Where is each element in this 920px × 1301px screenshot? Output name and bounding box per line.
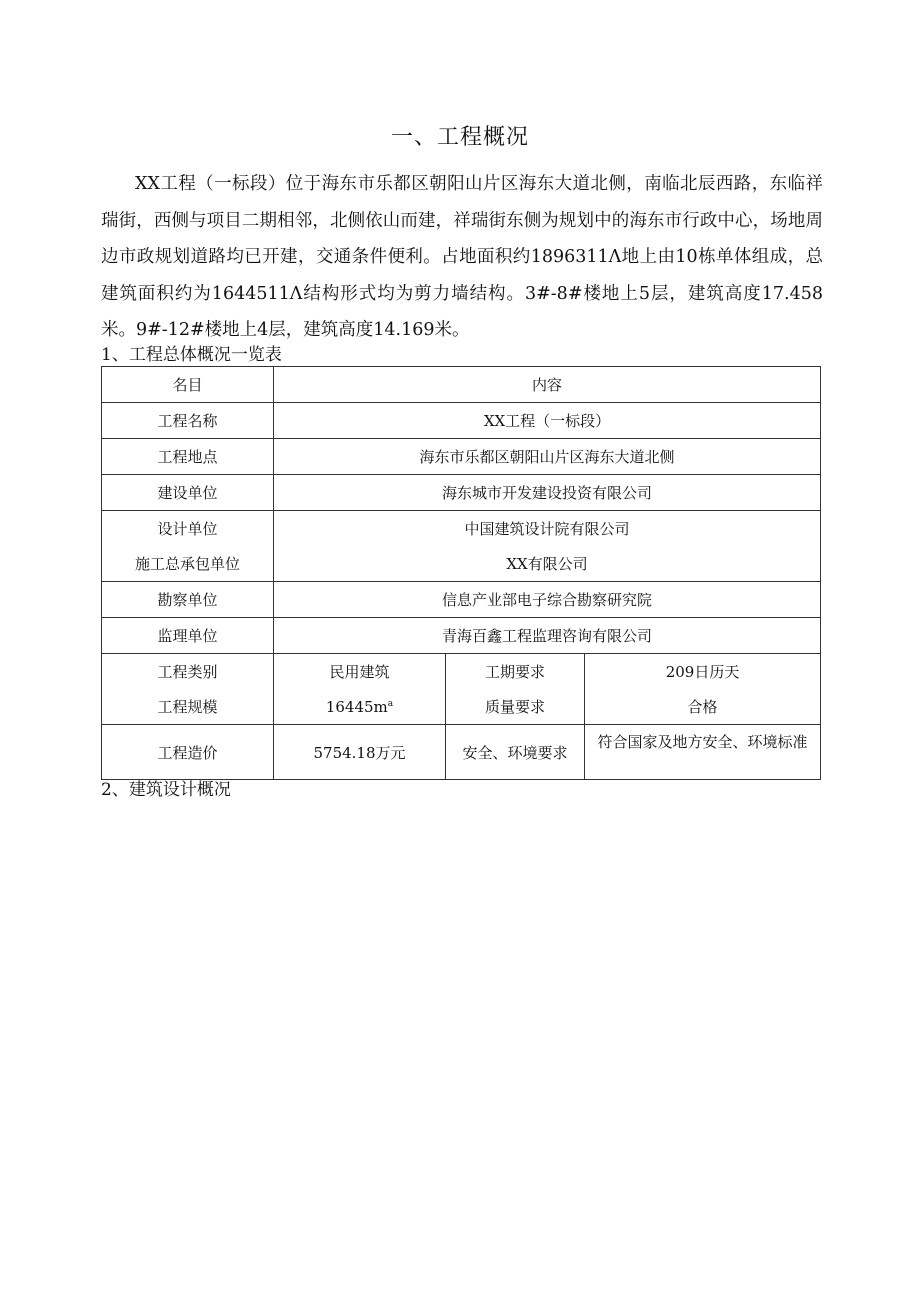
category-value: 民用建筑 xyxy=(274,654,446,690)
row-label: 工程地点 xyxy=(102,439,274,475)
quality-value: 合格 xyxy=(585,689,821,725)
section-heading-overview-table: 1、工程总体概况一览表 xyxy=(101,345,282,365)
row-value: 青海百鑫工程监理咨询有限公司 xyxy=(274,618,821,654)
table-row xyxy=(102,618,821,654)
overview-table xyxy=(101,366,821,780)
period-label: 工期要求 xyxy=(446,654,585,690)
table-row xyxy=(102,403,821,439)
section-heading-architecture: 2、建筑设计概况 xyxy=(101,780,231,800)
row-label: 监理单位 xyxy=(102,618,274,654)
table-row xyxy=(102,582,821,618)
row-value: 信息产业部电子综合勘察研究院 xyxy=(274,582,821,618)
row-label: 建设单位 xyxy=(102,475,274,511)
row-value: 海东市乐都区朝阳山片区海东大道北侧 xyxy=(274,439,821,475)
cost-value: 5754.18万元 xyxy=(274,725,446,780)
page-title: 一、工程概况 xyxy=(390,125,529,150)
safety-value: 符合国家及地方安全、环境标准 xyxy=(585,725,821,780)
safety-label: 安全、环境要求 xyxy=(446,725,585,780)
table-row xyxy=(102,689,821,725)
scale-value: 16445m xyxy=(325,697,388,716)
header-name-cell: 名目 xyxy=(102,367,274,403)
category-label: 工程类别 xyxy=(102,654,274,690)
row-label: 设计单位 xyxy=(102,511,274,547)
table-row xyxy=(102,654,821,690)
table-row xyxy=(102,725,821,780)
scale-value-cell xyxy=(274,689,446,725)
table-row xyxy=(102,475,821,511)
scale-label: 工程规模 xyxy=(102,689,274,725)
scale-unit-superscript: a xyxy=(387,698,394,709)
row-label: 勘察单位 xyxy=(102,582,274,618)
table-row xyxy=(102,511,821,547)
row-label: 施工总承包单位 xyxy=(102,546,274,582)
row-value: 中国建筑设计院有限公司 xyxy=(274,511,821,547)
row-value: XX工程（一标段） xyxy=(274,403,821,439)
table-header-row xyxy=(102,367,821,403)
table-row xyxy=(102,546,821,582)
quality-label: 质量要求 xyxy=(446,689,585,725)
row-value: XX有限公司 xyxy=(274,546,821,582)
intro-paragraph xyxy=(101,166,823,349)
table-row xyxy=(102,439,821,475)
header-content-cell: 内容 xyxy=(274,367,821,403)
intro-text: XX工程（一标段）位于海东市乐都区朝阳山片区海东大道北侧，南临北辰西路，东临祥瑞街，西侧与项目二期相邻，北侧依山而建，祥瑞街东侧为规划中的海东市行政中心，场地周边市政规划道路均已开建，交通条件便利。占地面积约1896311Λ地上由10栋单体组成，总建筑面积约为1644511Λ结构形式均为剪力墙结构。3#-8#楼地上5层，建筑高度17.458米。9#-12#楼地上4层，建筑高度14.169米。 xyxy=(101,174,823,340)
row-value: 海东城市开发建设投资有限公司 xyxy=(274,475,821,511)
period-value: 209日历天 xyxy=(585,654,821,690)
cost-label: 工程造价 xyxy=(102,725,274,780)
row-label: 工程名称 xyxy=(102,403,274,439)
